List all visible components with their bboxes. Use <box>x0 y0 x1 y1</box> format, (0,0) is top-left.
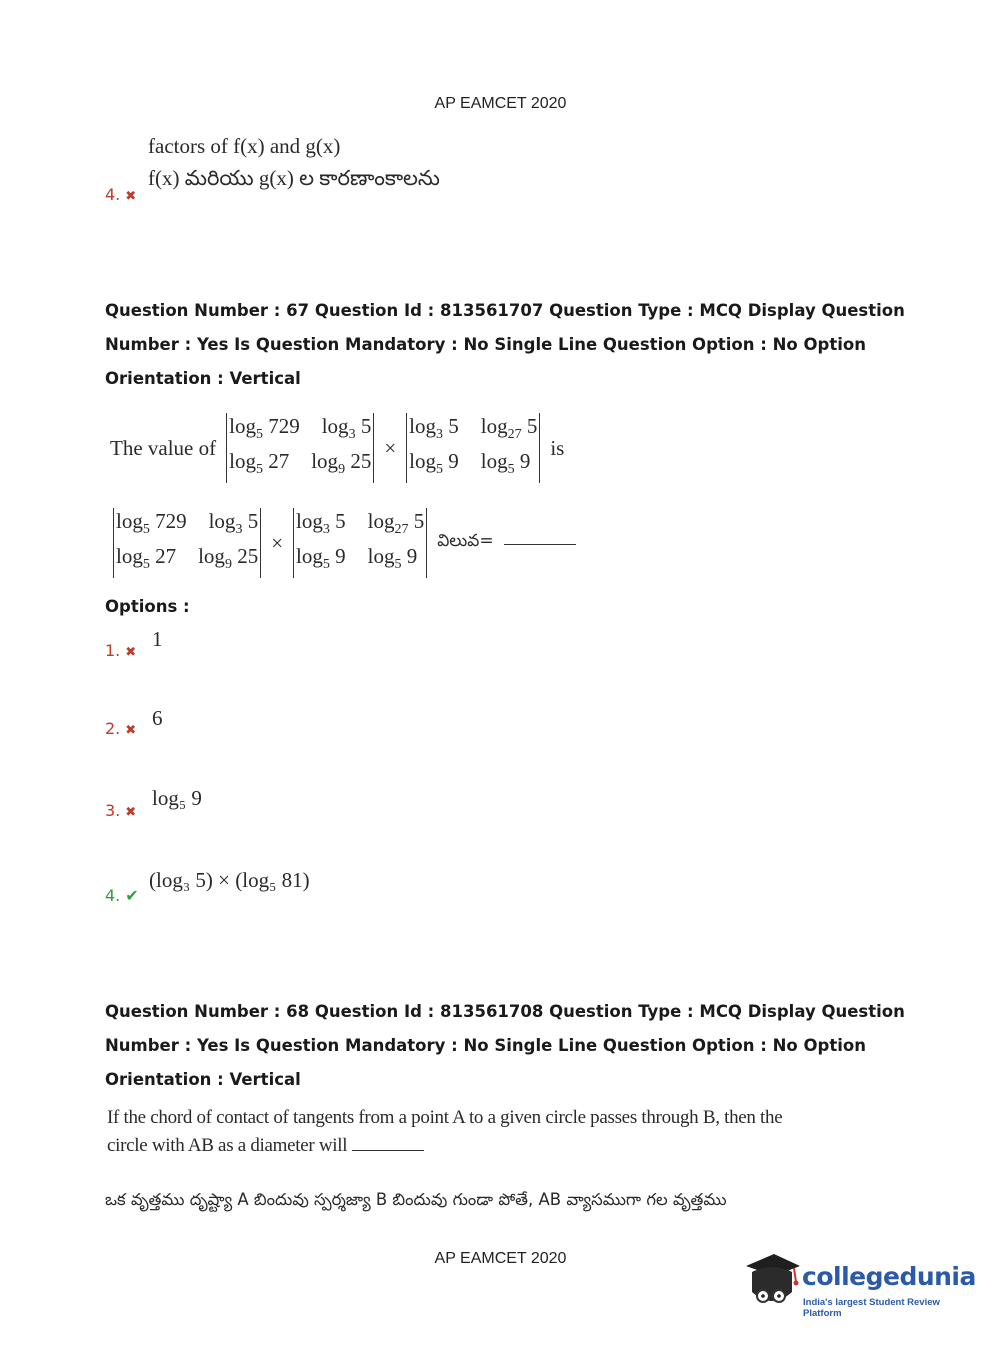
q68-meta-line3: Orientation : Vertical <box>105 1070 301 1089</box>
q67-meta-line3: Orientation : Vertical <box>105 369 301 388</box>
q68-line2: circle with AB as a diameter will <box>107 1135 348 1156</box>
q68-line1: If the chord of contact of tangents from a point A to a given circle passes through B, then the <box>107 1107 783 1128</box>
determinant-a-te: $\log_5 729$ $\log_3 5$ $\log_5 27$ $\log_9 25$ <box>113 508 261 578</box>
option-3-text: log₅ 9 <box>152 786 202 810</box>
q67-meta-line1: Question Number : 67 Question Id : 813561707 Question Type : MCQ Display Question <box>105 301 905 320</box>
option-1-label: 1. <box>105 641 121 660</box>
times-symbol-te: × <box>271 530 284 555</box>
q67-prefix-en: The value of <box>110 435 217 460</box>
page-header: AP EAMCET 2020 <box>434 95 567 112</box>
option-2-text: 6 <box>152 706 163 730</box>
q68-question-te: ఒక వృత్తము దృష్ట్యా A బిందువు స్పర్శజ్యా B బిందువు గుండా పోతే, AB వ్యాసముగా గల వృత్తము <box>105 1190 727 1209</box>
option-4-text: (log₃ 5) × (log₅ 81) <box>149 868 310 892</box>
q68-meta <box>105 995 905 1097</box>
prev-option-number <box>105 185 136 204</box>
q67-meta <box>105 294 905 396</box>
q68-meta-line2: Number : Yes Is Question Mandatory : No Single Line Question Option : No Option <box>105 1036 866 1055</box>
q68-meta-line1: Question Number : 68 Question Id : 813561708 Question Type : MCQ Display Question <box>105 1002 905 1021</box>
option-4-number <box>105 886 139 905</box>
logo-tagline: India's largest Student Review Platform <box>803 1297 940 1319</box>
prev-option-en: factors of f(x) and g(x) <box>148 134 341 158</box>
wrong-icon: ✖ <box>125 189 137 204</box>
option-4-label: 4. <box>105 886 121 905</box>
option-1-text: 1 <box>152 627 163 651</box>
options-label: Options : <box>105 597 190 616</box>
check-icon: ✔ <box>125 886 139 905</box>
q67-suffix-te: విలువ= <box>437 531 494 552</box>
page-footer: AP EAMCET 2020 <box>434 1250 567 1267</box>
wrong-icon: ✖ <box>125 645 137 660</box>
logo-name: collegedunia <box>802 1262 976 1291</box>
answer-blank <box>504 542 576 545</box>
wrong-icon: ✖ <box>125 805 137 820</box>
option-3-label: 3. <box>105 801 121 820</box>
collegedunia-logo <box>742 1252 976 1319</box>
determinant-b: $\log_3 5$ $\log_{27} 5$ $\log_5 9$ $\log_5 9$ <box>406 413 540 483</box>
wrong-icon: ✖ <box>125 723 137 738</box>
determinant-a: $\log_5 729$ $\log_3 5$ $\log_5 27$ $\log_9 25$ <box>226 413 374 483</box>
option-2-number <box>105 719 136 738</box>
option-3-number <box>105 801 136 820</box>
prev-option-text-en <box>148 134 340 159</box>
mascot-icon <box>742 1252 802 1314</box>
q67-meta-line2: Number : Yes Is Question Mandatory : No Single Line Question Option : No Option <box>105 335 866 354</box>
times-symbol: × <box>384 435 397 460</box>
prev-option-number-label: 4. <box>105 185 121 204</box>
q67-suffix-en: is <box>550 435 565 460</box>
q68-blank <box>352 1148 424 1151</box>
prev-option-text-te: f(x) మరియు g(x) ల కారణాంకాలను <box>148 166 440 190</box>
q67-question-te <box>113 508 576 578</box>
option-2-label: 2. <box>105 719 121 738</box>
q68-question-en <box>107 1104 782 1160</box>
option-1-number <box>105 641 136 660</box>
determinant-b-te: $\log_3 5$ $\log_{27} 5$ $\log_5 9$ $\log_5 9$ <box>293 508 427 578</box>
q67-question-en <box>110 413 564 483</box>
